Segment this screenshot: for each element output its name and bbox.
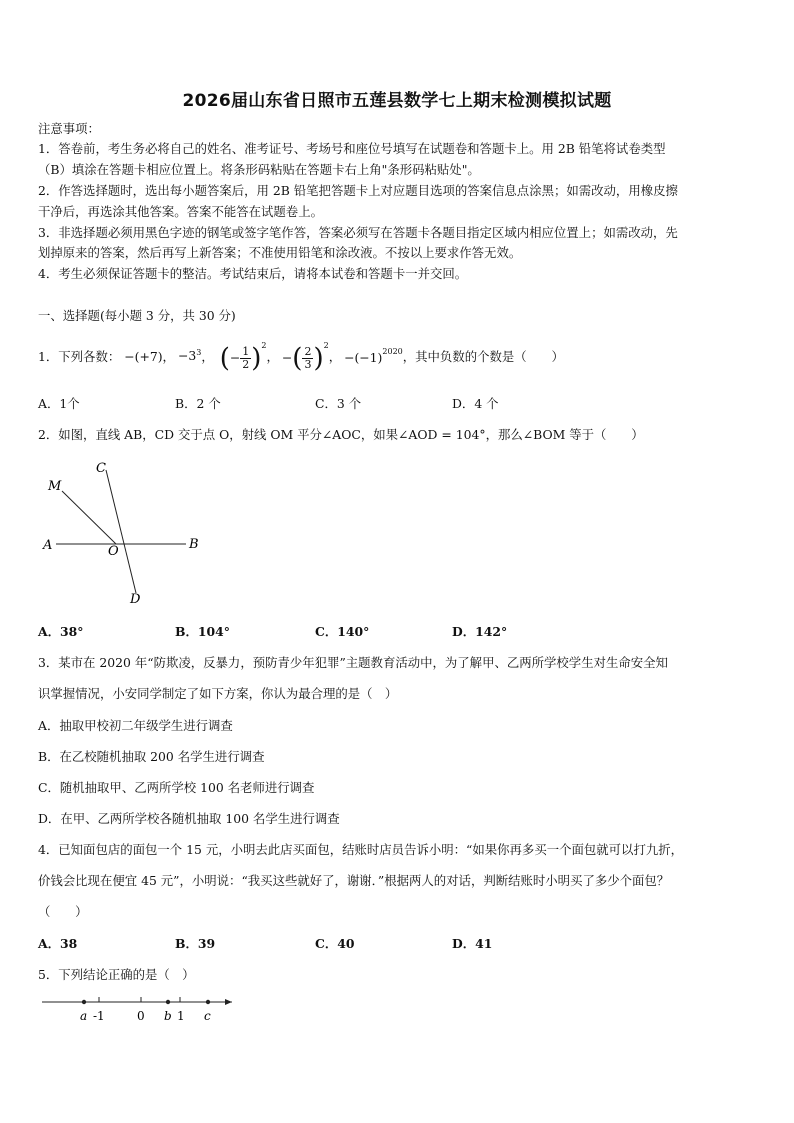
q2-option-d[interactable]: D．142° — [452, 624, 508, 639]
question-4-line-1: 4．已知面包店的面包一个 15 元，小明去此店买面包，结账时店员告诉小明：“如果你再多买一个面包就可以打九折， — [38, 842, 684, 857]
q1-option-b[interactable]: B．2 个 — [175, 396, 221, 411]
number-line — [38, 993, 238, 1027]
notice-line: 1．答卷前，考生务必将自己的姓名、准考证号、考场号和座位号填写在试题卷和答题卡上。用 2B 铅笔将试卷类型 — [38, 141, 666, 156]
notice-line: 2．作答选择题时，选出每小题答案后，用 2B 铅笔把答题卡上对应题目选项的答案信息点涂黑；如需改动，用橡皮擦 — [38, 183, 678, 198]
point-b — [166, 1000, 170, 1004]
q4-option-b[interactable]: B．39 — [175, 936, 216, 951]
q4-option-c[interactable]: C．40 — [315, 936, 355, 951]
q3-option-d[interactable]: D．在甲、乙两所学校各随机抽取 100 名学生进行调查 — [38, 811, 340, 826]
q3-option-b[interactable]: B．在乙校随机抽取 200 名学生进行调查 — [38, 749, 265, 764]
q1-term-4: −( $\frac{2}{3}$ )$^2$ — [281, 340, 329, 374]
point-c — [206, 1000, 210, 1004]
q1-sep: ， — [266, 349, 279, 364]
notice-heading: 注意事项： — [38, 121, 100, 136]
label-one: 1 — [177, 1009, 185, 1023]
q1-term-3: (− $\frac{1}{2}$ )$^2$ — [219, 340, 267, 374]
q1-sep: ， — [328, 349, 342, 364]
question-5: 5．下列结论正确的是（ ） — [38, 967, 195, 982]
section-heading: 一、选择题(每小题 3 分，共 30 分) — [38, 308, 236, 323]
page-title: 2026届山东省日照市五莲县数学七上期末检测模拟试题 — [182, 91, 612, 111]
q1-option-a[interactable]: A．1个 — [38, 396, 80, 411]
line-cd — [106, 470, 136, 593]
q2-option-b[interactable]: B．104° — [175, 624, 230, 639]
label-a: A — [43, 538, 53, 553]
q1-term-5: $-(-1)^{2020}$ — [344, 347, 403, 365]
question-4-line-2: 价钱会比现在便宜 45 元”，小明说：“我买这些就好了，谢谢．”根据两人的对话，判断结账时小明买了多少个面包？ — [38, 873, 670, 888]
q1-option-c[interactable]: C．3 个 — [315, 396, 362, 411]
label-zero: 0 — [137, 1009, 145, 1023]
question-2: 2．如图，直线 AB，CD 交于点 O，射线 OM 平分∠AOC，如果∠AOD = 104°，那么∠BOM 等于（ ） — [38, 427, 644, 442]
geometry-figure — [38, 458, 218, 608]
notice-line: 3．非选择题必须用黑色字迹的钢笔或签字笔作答，答案必须写在答题卡各题目指定区域内相应位置上；如需改动，先 — [38, 225, 678, 240]
notice-line: 干净后，再选涂其他答案。答案不能答在试题卷上。 — [38, 204, 323, 219]
notice-line: 划掉原来的答案，然后再写上新答案；不准使用铅笔和涂改液。不按以上要求作答无效。 — [38, 245, 522, 260]
q1-option-d[interactable]: D．4 个 — [452, 396, 499, 411]
label-minus-1: -1 — [93, 1009, 105, 1023]
label-b: B — [189, 537, 199, 552]
q4-option-d[interactable]: D．41 — [452, 936, 493, 951]
q3-option-c[interactable]: C．随机抽取甲、乙两所学校 100 名老师进行调查 — [38, 780, 315, 795]
q1-sep: ， — [201, 349, 214, 364]
label-b: b — [164, 1009, 172, 1023]
label-o: O — [108, 544, 119, 559]
q1-term-1: −(+7)， — [124, 349, 175, 364]
notice-line: 4．考生必须保证答题卡的整洁。考试结束后，请将本试卷和答题卡一并交回。 — [38, 266, 468, 281]
label-m: M — [48, 479, 62, 494]
question-3-line-1: 3．某市在 2020 年“防欺凌，反暴力，预防青少年犯罪”主题教育活动中，为了解甲、乙两所学校学生对生命安全知 — [38, 655, 668, 670]
number-line-arrow — [225, 999, 232, 1005]
ray-om — [62, 491, 116, 544]
label-c: C — [96, 461, 106, 476]
label-a: a — [80, 1009, 88, 1023]
question-3-line-2: 识掌握情况，小安同学制定了如下方案，你认为最合理的是（ ） — [38, 686, 398, 701]
label-d: D — [130, 592, 141, 607]
label-c: c — [204, 1009, 211, 1023]
notice-line: （B）填涂在答题卡相应位置上。将条形码粘贴在答题卡右上角"条形码粘贴处"。 — [38, 162, 480, 177]
q2-option-a[interactable]: A．38° — [38, 624, 84, 639]
q1-prefix: 1．下列各数： — [38, 349, 121, 364]
q1-suffix: ，其中负数的个数是（ ） — [402, 349, 564, 364]
question-1 — [38, 340, 564, 372]
q1-term-2: $-3^3$ — [177, 348, 202, 364]
q2-option-c[interactable]: C．140° — [315, 624, 370, 639]
question-4-line-3: （ ） — [38, 904, 88, 919]
q4-option-a[interactable]: A．38 — [38, 936, 78, 951]
point-a — [82, 1000, 86, 1004]
q3-option-a[interactable]: A．抽取甲校初二年级学生进行调查 — [38, 718, 233, 733]
